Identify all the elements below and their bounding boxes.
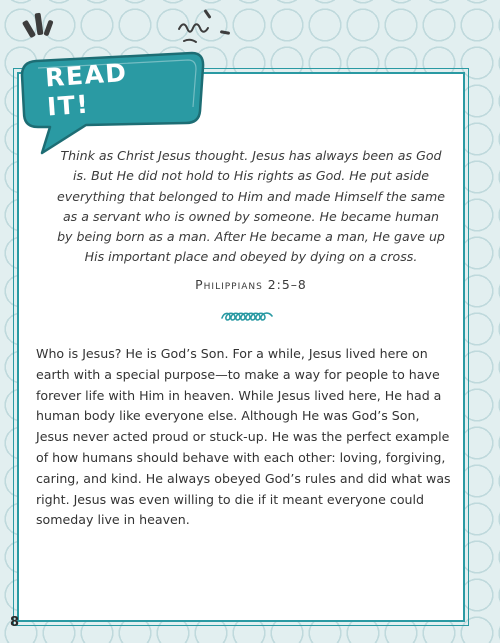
decor-stroke (22, 20, 36, 39)
decor-stroke (34, 13, 43, 36)
decor-stroke (220, 30, 230, 35)
decor-stroke (203, 9, 211, 19)
devotional-body: Who is Jesus? He is God’s Son. For a while, Jesus lived here on earth with a special purpose—to make a way for people to have forever life with Him in heaven. While Jesus lived here, He had a human body like everyone else. Although He was God’s Son, Jesus never acted proud or stuck-up. He was the perfect example of how humans should behave with each other: loving, forgiving, caring, and kind. He always obeyed God’s rules and did what was right. Jesus was even willing to die if it meant everyone could someday live in heaven. (36, 346, 451, 528)
scripture-passage: Think as Christ Jesus thought. Jesus has always been as God is. But He did not hold to His rights as God. He put aside everything that belonged to Him and made Himself the same as a servant who is owned by someone. He became human by being born as a man. After He became a man, He gave up His important place and obeyed by dying on a cross. (57, 148, 445, 265)
page-number: 8 (10, 615, 20, 630)
banner-title: READ IT! (44, 57, 129, 122)
decor-stroke (43, 20, 53, 37)
decor-squiggle (176, 20, 212, 46)
scripture-reference: Philippians 2:5–8 (195, 277, 307, 292)
swirl-divider-icon (219, 309, 275, 325)
